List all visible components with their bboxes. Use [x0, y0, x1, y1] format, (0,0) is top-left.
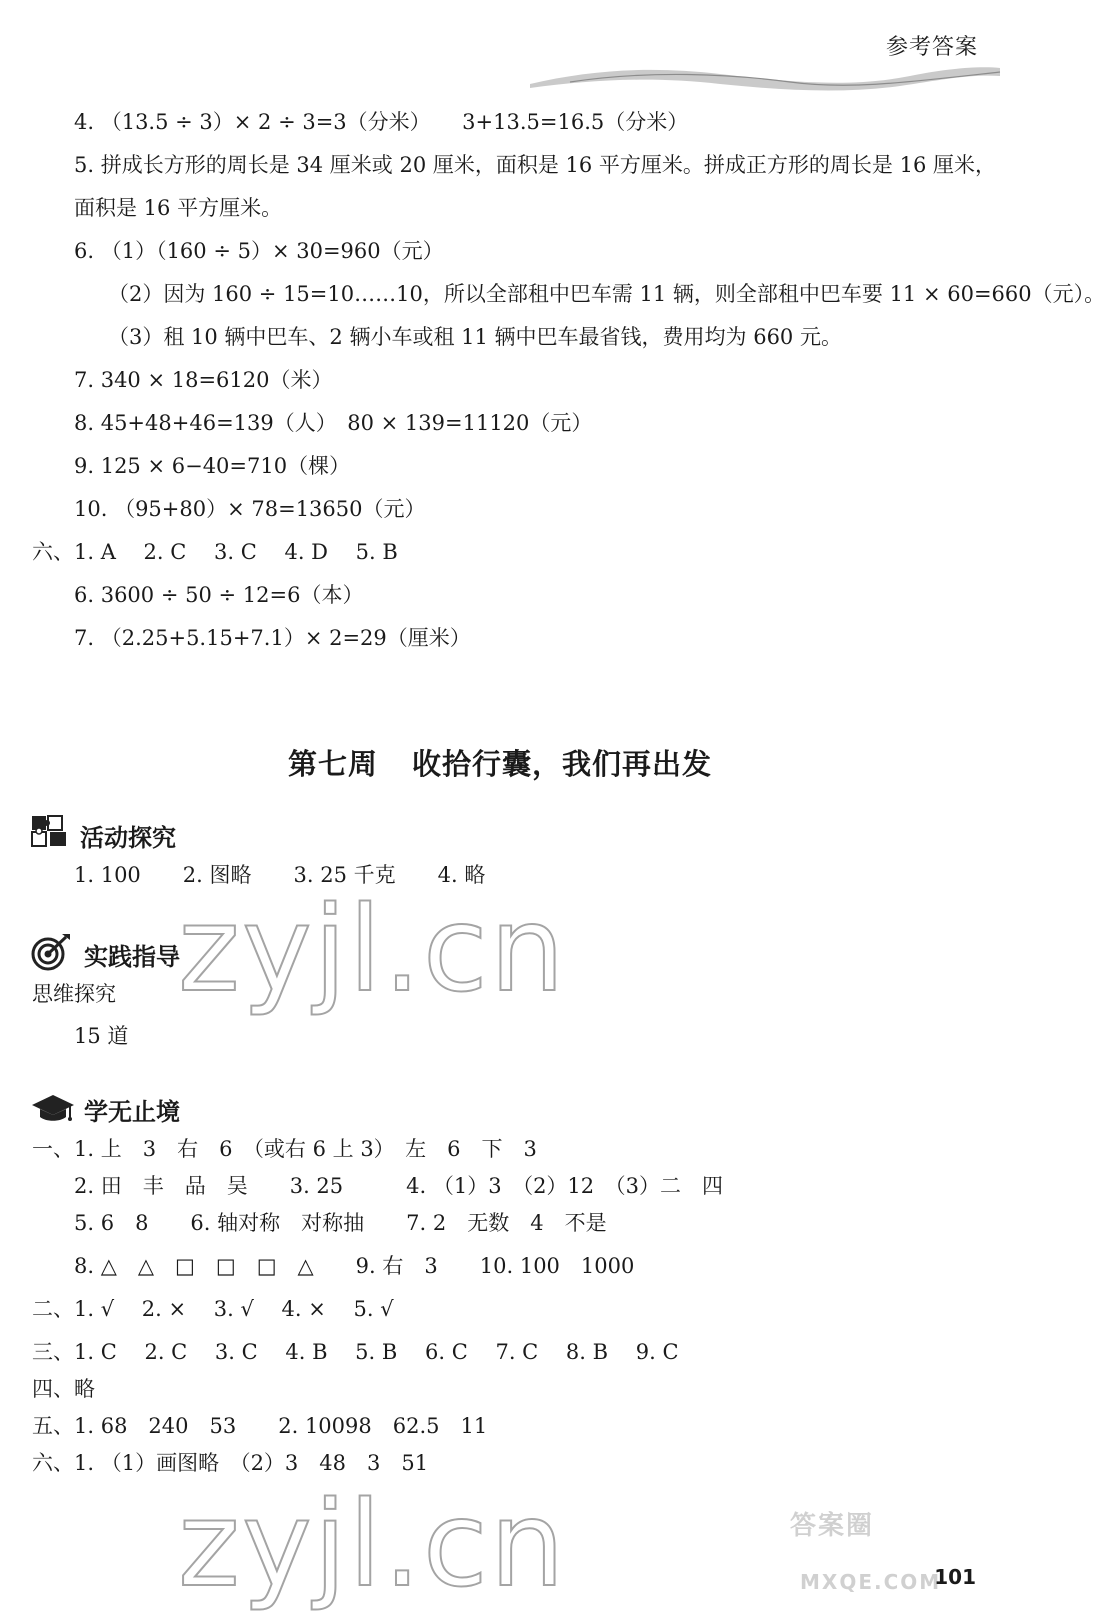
answer-line: 7. （2.25+5.15+7.1）× 2=29（厘米）	[74, 626, 471, 650]
practice-sub-heading: 思维探究	[32, 982, 116, 1006]
answer-line: 8. 45+48+46=139（人） 80 × 139=11120（元）	[74, 411, 593, 435]
graduation-cap-icon	[30, 1093, 76, 1123]
page-number: 101	[934, 1565, 976, 1589]
answer-line: 4. （13.5 ÷ 3）× 2 ÷ 3=3（分米） 3+13.5=16.5（分米）	[74, 110, 689, 134]
puzzle-icon	[30, 812, 70, 848]
section-topic: 收拾行囊，我们再出发	[412, 747, 713, 781]
answer-line: 5. 拼成长方形的周长是 34 厘米或 20 厘米，面积是 16 平方厘米。拼成正方形的周长是 16 厘米，	[74, 153, 996, 177]
section-title	[0, 742, 1000, 783]
watermark: zyjl.cn	[178, 880, 567, 1018]
learning-heading: 学无止境	[84, 1098, 180, 1126]
answer-line: 2. 田 丰 品 吴 3. 25 4. （1）3 （2）12 （3）二 四	[74, 1174, 724, 1198]
activity-answers: 1. 100 2. 图略 3. 25 千克 4. 略	[74, 863, 486, 887]
section-week: 第七周	[287, 747, 378, 781]
watermark: zyjl.cn	[178, 1475, 567, 1613]
answer-line: 三、1. C 2. C 3. C 4. B 5. B 6. C 7. C 8. B 9. C	[32, 1340, 679, 1364]
answer-line: 6. 3600 ÷ 50 ÷ 12=6（本）	[74, 583, 364, 607]
answer-line: 8. △ △ □ □ □ △ 9. 右 3 10. 100 1000	[74, 1254, 635, 1278]
practice-answer: 15 道	[74, 1024, 129, 1048]
answer-line: 六、1. （1）画图略 （2）3 48 3 51	[32, 1451, 429, 1475]
activity-heading: 活动探究	[80, 824, 176, 852]
answer-line: 7. 340 × 18=6120（米）	[74, 368, 333, 392]
practice-heading: 实践指导	[84, 943, 180, 971]
answer-line: 5. 6 8 6. 轴对称 对称抽 7. 2 无数 4 不是	[74, 1211, 607, 1235]
answer-line: （3）租 10 辆中巴车、2 辆小车或租 11 辆中巴车最省钱，费用均为 660 元。	[108, 325, 842, 349]
header-swash-decoration	[530, 62, 1000, 102]
corner-watermark-url: MXQE.COM	[800, 1570, 942, 1594]
answer-line: 一、1. 上 3 右 6 （或右 6 上 3） 左 6 下 3	[32, 1137, 537, 1161]
answer-line: 五、1. 68 240 53 2. 10098 62.5 11	[32, 1414, 488, 1438]
answer-line: 面积是 16 平方厘米。	[74, 196, 283, 220]
answer-line: 10. （95+80）× 78=13650（元）	[74, 497, 426, 521]
answer-line: 6. （1）（160 ÷ 5）× 30=960（元）	[74, 239, 444, 263]
answer-line: 六、1. A 2. C 3. C 4. D 5. B	[32, 540, 398, 564]
target-icon	[30, 932, 72, 972]
header-label: 参考答案	[885, 35, 978, 60]
corner-watermark: 答案圈	[790, 1511, 875, 1541]
answer-line: 四、略	[32, 1377, 95, 1401]
answer-line: （2）因为 160 ÷ 15=10……10，所以全部租中巴车需 11 辆，则全部租中巴车要 11 × 60=660（元）。	[108, 282, 1105, 306]
answer-line: 二、1. √ 2. × 3. √ 4. × 5. √	[32, 1297, 394, 1321]
answer-line: 9. 125 × 6−40=710（棵）	[74, 454, 351, 478]
